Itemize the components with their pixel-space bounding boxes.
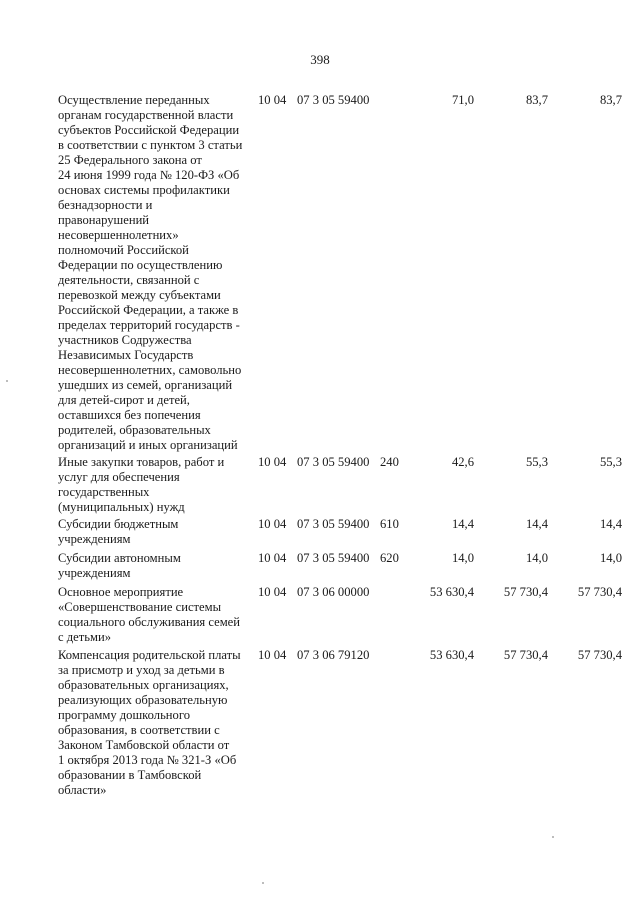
amount-column-1: 53 630,4 xyxy=(429,648,474,662)
section-code: 10 04 xyxy=(258,455,287,469)
section-code: 10 04 xyxy=(258,648,287,662)
target-article-code: 07 3 05 59400 xyxy=(297,517,370,531)
amount-column-1: 53 630,4 xyxy=(429,585,474,599)
amount-column-2: 14,0 xyxy=(525,551,548,565)
amount-column-3: 83,7 xyxy=(599,93,622,107)
amount-column-2: 83,7 xyxy=(525,93,548,107)
scan-speck xyxy=(6,380,8,382)
expense-type-code: 240 xyxy=(380,455,399,469)
section-code: 10 04 xyxy=(258,93,287,107)
amount-column-2: 57 730,4 xyxy=(503,585,548,599)
target-article-code: 07 3 05 59400 xyxy=(297,551,370,565)
target-article-code: 07 3 06 00000 xyxy=(297,585,370,599)
section-code: 10 04 xyxy=(258,517,287,531)
amount-column-1: 42,6 xyxy=(451,455,474,469)
section-code: 10 04 xyxy=(258,551,287,565)
amount-column-3: 55,3 xyxy=(599,455,622,469)
row-description: Основное мероприятие «Совершенствование системы социального обслуживания семей с детьми» xyxy=(58,585,241,644)
section-code: 10 04 xyxy=(258,585,287,599)
scan-speck xyxy=(552,836,554,838)
amount-column-1: 71,0 xyxy=(451,93,474,107)
row-description: Субсидии бюджетным учреждениям xyxy=(58,517,179,546)
expense-type-code: 610 xyxy=(380,517,399,531)
row-description: Иные закупки товаров, работ и услуг для обеспечения государственных (муниципальных) нужд xyxy=(58,455,225,514)
scan-speck xyxy=(262,882,264,884)
amount-column-1: 14,0 xyxy=(451,551,474,565)
target-article-code: 07 3 05 59400 xyxy=(297,455,370,469)
expense-type-code: 620 xyxy=(380,551,399,565)
amount-column-3: 14,0 xyxy=(599,551,622,565)
target-article-code: 07 3 06 79120 xyxy=(297,648,370,662)
target-article-code: 07 3 05 59400 xyxy=(297,93,370,107)
row-description: Субсидии автономным учреждениям xyxy=(58,551,181,580)
row-description: Осуществление переданных органам государственной власти субъектов Российской Федерации в соответствии с пунктом 3 статьи 25 Федерального закона от 24 июня 1999 года № 120-ФЗ «Об основах системы профилактики безнадзорности и правонарушений несовершеннолетних» полномочий Российской Федерации по осуществлению деятельности, связанной с перевозкой между субъектами Российской Федерации, а также в пределах территорий государств - участников Содружества Независимых Государств несовершеннолетних, самовольно ушедших из семей, организаций для детей-сирот и детей, оставшихся без попечения родителей, образовательных организаций и иных организаций xyxy=(58,93,243,452)
amount-column-3: 57 730,4 xyxy=(577,648,622,662)
amount-column-2: 57 730,4 xyxy=(503,648,548,662)
page-number: 398 xyxy=(310,52,330,67)
amount-column-2: 14,4 xyxy=(525,517,548,531)
amount-column-1: 14,4 xyxy=(451,517,474,531)
row-description: Компенсация родительской платы за присмотр и уход за детьми в образовательных организациях, реализующих образовательную программу дошкольного образования, в соответствии с Законом Тамбовской области от 1 октября 2013 года № 321-З «Об образовании в Тамбовской области» xyxy=(58,648,241,797)
amount-column-3: 57 730,4 xyxy=(577,585,622,599)
amount-column-2: 55,3 xyxy=(525,455,548,469)
amount-column-3: 14,4 xyxy=(599,517,622,531)
